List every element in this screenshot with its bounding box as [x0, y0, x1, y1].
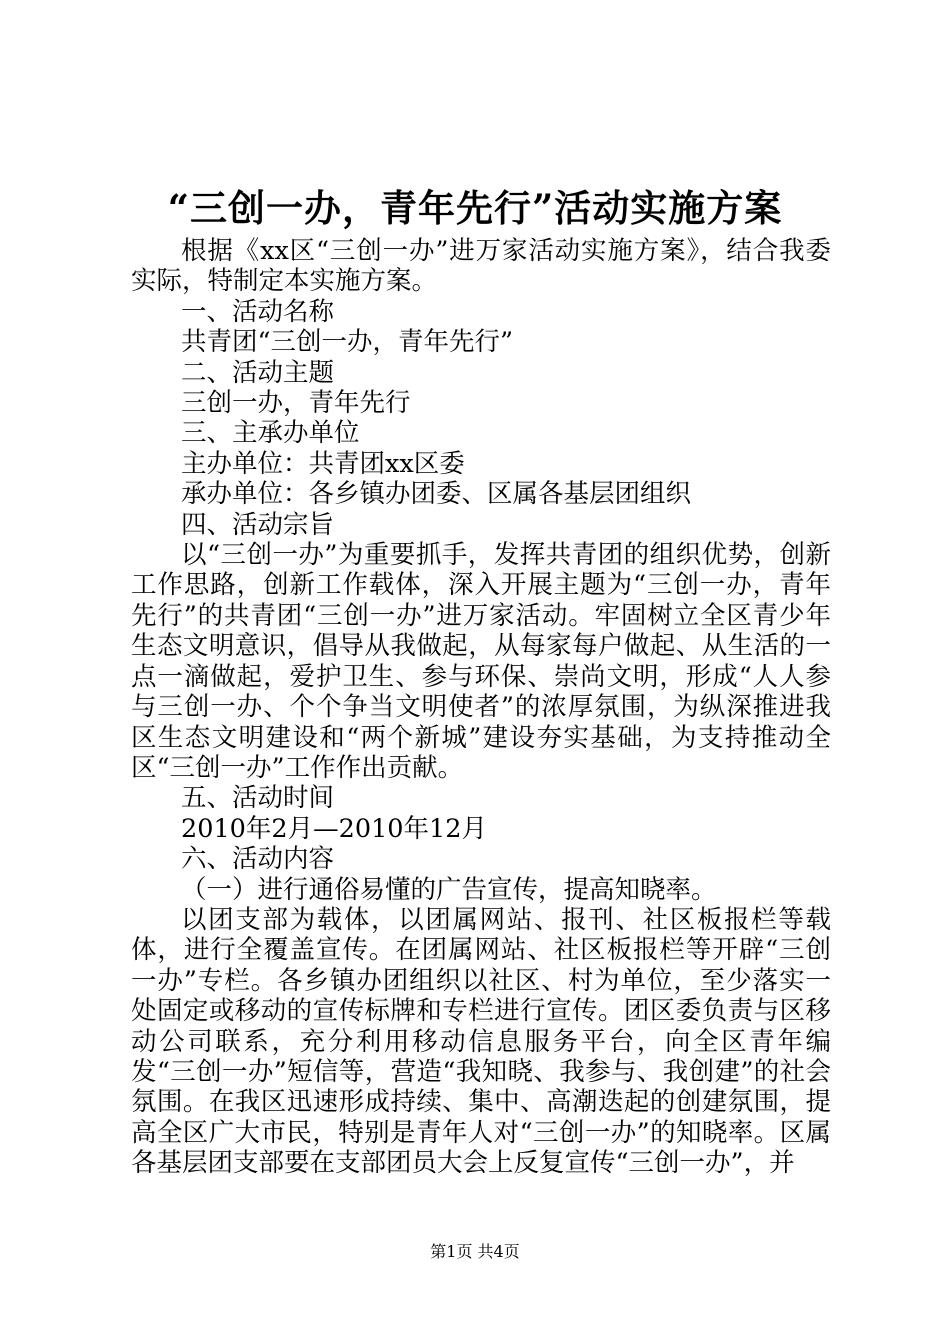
heading-activity-content: 六、活动内容 [181, 844, 335, 875]
paragraph-activity-time: 2010年2月—2010年12月 [181, 813, 487, 844]
paragraph-intro: 根据《xx区“三创一办”进万家活动实施方案》，结合我委实际，特制定本实施方案。 [131, 236, 831, 297]
paragraph-activity-name: 共青团“三创一办，青年先行” [181, 327, 514, 358]
paragraph-host-unit: 主办单位：共青团xx区委 [181, 448, 465, 479]
paragraph-organizer-unit: 承办单位：各乡镇办团委、区属各基层团组织 [181, 479, 692, 510]
document-title: “三创一办，青年先行”活动实施方案 [167, 186, 783, 230]
paragraph-activity-purpose: 以“三创一办”为重要抓手，发挥共青团的组织优势，创新工作思路，创新工作载体，深入开展主题为“三创一办，青年先行”的共青团“三创一办”进万家活动。牢固树立全区青少年生态文明意识，倡导从我做起，从每家每户做起、从生活的一点一滴做起，爱护卫生、参与环保、崇尚文明，形成“人人参与三创一办、个个争当文明使者”的浓厚氛围，为纵深推进我区生态文明建设和“两个新城”建设夯实基础，为支持推动全区“三创一办”工作作出贡献。 [131, 540, 831, 783]
heading-activity-name: 一、活动名称 [181, 296, 335, 327]
paragraph-activity-theme: 三创一办，青年先行 [181, 388, 411, 419]
heading-organizers: 三、主承办单位 [181, 418, 360, 449]
heading-activity-time: 五、活动时间 [181, 783, 335, 814]
heading-activity-purpose: 四、活动宗旨 [181, 509, 335, 540]
document-body [131, 236, 831, 1179]
page-footer: 第1页 共4页 [430, 1242, 520, 1261]
heading-activity-theme: 二、活动主题 [181, 357, 335, 388]
subheading-publicity: （一）进行通俗易懂的广告宣传，提高知晓率。 [181, 874, 717, 905]
paragraph-publicity: 以团支部为载体，以团属网站、报刊、社区板报栏等载体，进行全覆盖宣传。在团属网站、社区板报栏等开辟“三创一办”专栏。各乡镇办团组织以社区、村为单位，至少落实一处固定或移动的宣传标牌和专栏进行宣传。团区委负责与区移动公司联系，充分利用移动信息服务平台，向全区青年编发“三创一办”短信等，营造“我知晓、我参与、我创建”的社会氛围。在我区迅速形成持续、集中、高潮迭起的创建氛围，提高全区广大市民，特别是青年人对“三创一办”的知晓率。区属各基层团支部要在支部团员大会上反复宣传“三创一办”，并 [131, 904, 831, 1179]
